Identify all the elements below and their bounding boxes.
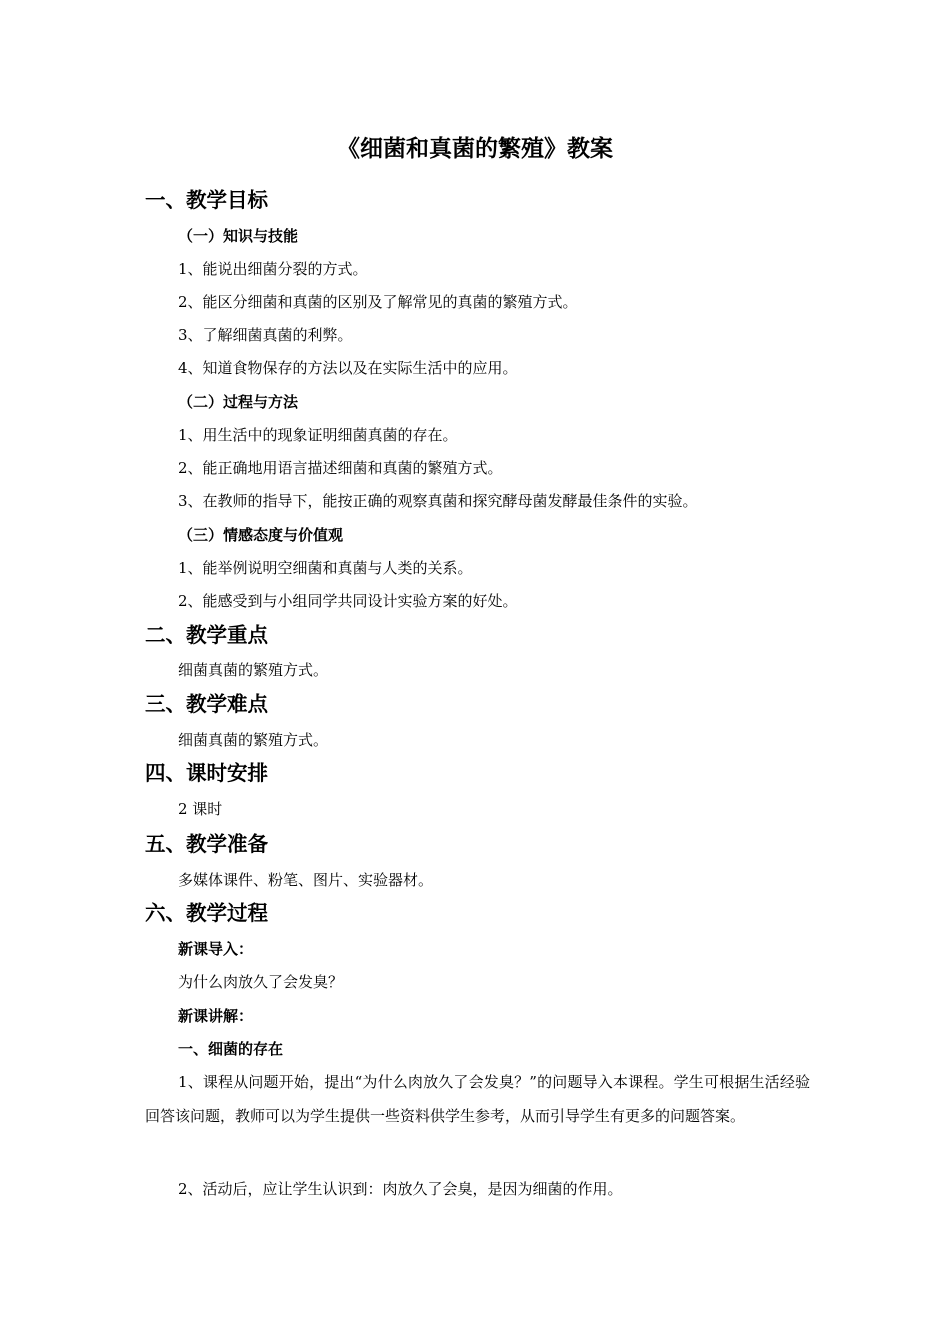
list-item: 4、知道食物保存的方法以及在实际生活中的应用。 <box>178 359 518 377</box>
section-heading-objectives: 一、教学目标 <box>145 188 268 212</box>
list-item: 1、用生活中的现象证明细菌真菌的存在。 <box>178 426 458 444</box>
list-item: 1、能举例说明空细菌和真菌与人类的关系。 <box>178 559 473 577</box>
section-heading-difficulties: 三、教学难点 <box>145 692 268 716</box>
intro-question: 为什么肉放久了会发臭？ <box>178 973 344 991</box>
subheading-process-methods: （二）过程与方法 <box>178 393 299 411</box>
list-item: 1、能说出细菌分裂的方式。 <box>178 260 368 278</box>
label-lecture: 新课讲解： <box>178 1007 254 1025</box>
list-item: 2、能区分细菌和真菌的区别及了解常见的真菌的繁殖方式。 <box>178 293 578 311</box>
section-text: 2 课时 <box>178 800 223 818</box>
section-heading-key-points: 二、教学重点 <box>145 623 268 647</box>
section-heading-preparation: 五、教学准备 <box>145 832 268 856</box>
subheading-knowledge-skills: （一）知识与技能 <box>178 227 299 245</box>
part-heading-bacteria-existence: 一、细菌的存在 <box>178 1040 284 1058</box>
list-item: 2、能感受到与小组同学共同设计实验方案的好处。 <box>178 592 518 610</box>
section-heading-process: 六、教学过程 <box>145 901 268 925</box>
section-heading-schedule: 四、课时安排 <box>145 761 268 785</box>
section-text: 细菌真菌的繁殖方式。 <box>178 661 329 679</box>
paragraph: 1、课程从问题开始，提出“为什么肉放久了会发臭？”的问题导入本课程。学生可根据生活经验回答该问题，教师可以为学生提供一些资料供学生参考，从而引导学生有更多的问题答案。 <box>145 1073 810 1125</box>
list-item: 2、能正确地用语言描述细菌和真菌的繁殖方式。 <box>178 459 503 477</box>
paragraph: 2、活动后，应让学生认识到：肉放久了会臭，是因为细菌的作用。 <box>178 1180 623 1198</box>
list-item: 3、了解细菌真菌的利弊。 <box>178 326 353 344</box>
section-text: 多媒体课件、粉笔、图片、实验器材。 <box>178 871 434 889</box>
section-text: 细菌真菌的繁殖方式。 <box>178 731 329 749</box>
label-intro: 新课导入： <box>178 940 254 958</box>
document-title: 《细菌和真菌的繁殖》教案 <box>337 135 613 162</box>
list-item: 3、在教师的指导下，能按正确的观察真菌和探究酵母菌发酵最佳条件的实验。 <box>178 492 698 510</box>
subheading-attitudes-values: （三）情感态度与价值观 <box>178 526 344 544</box>
